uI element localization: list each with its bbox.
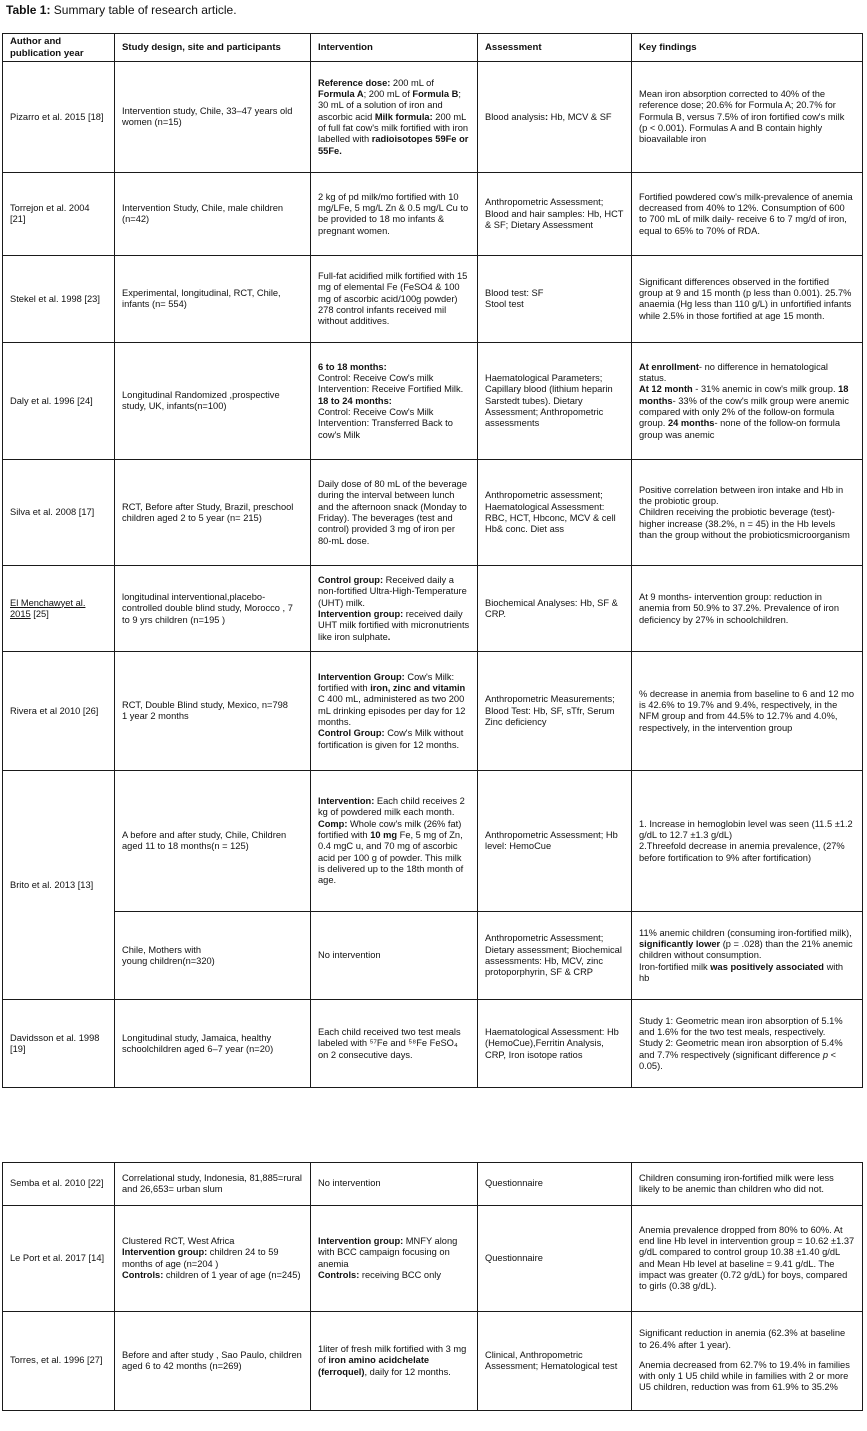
- table-row: [3, 173, 863, 256]
- cell-intervention: Daily dose of 80 mL of the beverage during the interval between lunch and the afternoon snack (Monday to Friday). The beverages (test and control) provided 3 mg of iron per 80-mL dose.: [311, 460, 478, 566]
- cell-intervention: Intervention: Each child receives 2 kg of powdered milk each month. Comp: Whole cow's milk (26% fat) fortified with 10 mg Fe, 5 mg of Zn, 0.4 mgC u, and 70 mg of ascorbic acid per 100 g of powder. This milk is delivered up to the 18th month of age.: [311, 771, 478, 912]
- table-row: [3, 1000, 863, 1088]
- cell-findings: Children consuming iron-fortified milk were less likely to be anemic than children who did not.: [632, 1163, 863, 1206]
- cell-findings: Significant differences observed in the fortified group at 9 and 15 month (p less than 0.001). 25.7% anaemia (Hg less than 110 g/L) in unfortified infants while 2.5% in those fortified at age 15 month.: [632, 256, 863, 343]
- cell-assessment: Questionnaire: [478, 1163, 632, 1206]
- cell-intervention: 6 to 18 months: Control: Receive Cow's milk Intervention: Receive Fortified Milk. 18 to 24 months: Control: Receive Cow's Milk Intervention: Transferred Back to cow's Milk: [311, 343, 478, 460]
- table-caption: [6, 3, 237, 17]
- cell-design: RCT, Double Blind study, Mexico, n=798 1 year 2 months: [115, 652, 311, 771]
- table-body-2: [3, 1163, 863, 1411]
- summary-table-part-1: [2, 33, 863, 1088]
- table-row: [3, 1163, 863, 1206]
- table-row: [3, 460, 863, 566]
- table-row: [3, 771, 863, 912]
- cell-intervention: 2 kg of pd milk/mo fortified with 10 mg/LFe, 5 mg/L Zn & 0.5 mg/L Cu to be provided to 18 mo infants & pregnant women.: [311, 173, 478, 256]
- cell-intervention: Full-fat acidified milk fortified with 15 mg of elemental Fe (FeSO4 & 100 mg of ascorbic acid/100g powder) 278 control infants received mil without additives.: [311, 256, 478, 343]
- cell-design: Experimental, longitudinal, RCT, Chile, infants (n= 554): [115, 256, 311, 343]
- cell-design: Clustered RCT, West Africa Intervention group: children 24 to 59 months of age (n=204 ) Controls: children of 1 year of age (n=245): [115, 1206, 311, 1312]
- cell-findings: Study 1: Geometric mean iron absorption of 5.1% and 1.6% for the two test meals, respectively. Study 2: Geometric mean iron absorption of 5.4% and 7.7% respectively (significant difference p < 0.05).: [632, 1000, 863, 1088]
- header-assessment: Assessment: [478, 34, 632, 62]
- cell-assessment: Anthropometric Assessment; Hb level: HemoCue: [478, 771, 632, 912]
- cell-assessment: Anthropometric assessment; Haematological Assessment: RBC, HCT, Hbconc, MCV & cell Hb& conc. Diet ass: [478, 460, 632, 566]
- cell-assessment: Blood analysis: Hb, MCV & SF: [478, 62, 632, 173]
- table-row: [3, 1312, 863, 1411]
- cell-intervention: Each child received two test meals labeled with ⁵⁷Fe and ⁵⁸Fe FeSO₄ on 2 consecutive days.: [311, 1000, 478, 1088]
- table-row: [3, 256, 863, 343]
- cell-design: Correlational study, Indonesia, 81,885=rural and 26,653= urban slum: [115, 1163, 311, 1206]
- cell-assessment: Questionnaire: [478, 1206, 632, 1312]
- cell-findings: % decrease in anemia from baseline to 6 and 12 mo is 42.6% to 19.7% and 9.4%, respectively, in the NFM group and from 44.5% to 12.7% and 4.0%, respectively, in the intervention group: [632, 652, 863, 771]
- cell-findings: Significant reduction in anemia (62.3% at baseline to 26.4% after 1 year). Anemia decreased from 62.7% to 19.4% in families with only 1 U5 child while in families with 2 or more U5 children, reduction was from 61.9% to 35.2%: [632, 1312, 863, 1411]
- cell-assessment: Blood test: SF Stool test: [478, 256, 632, 343]
- cell-assessment: Biochemical Analyses: Hb, SF & CRP.: [478, 566, 632, 652]
- header-findings: Key findings: [632, 34, 863, 62]
- cell-intervention: Intervention Group: Cow's Milk: fortified with iron, zinc and vitamin C 400 mL, administered as two 200 mL drinking episodes per day for 12 months. Control Group: Cow's Milk without fortification is given for 12 months.: [311, 652, 478, 771]
- cell-assessment: Anthropometric Measurements; Blood Test: Hb, SF, sTfr, Serum Zinc deficiency: [478, 652, 632, 771]
- cell-author: Brito et al. 2013 [13]: [3, 771, 115, 1000]
- table-row: [3, 343, 863, 460]
- cell-findings: Positive correlation between iron intake and Hb in the probiotic group. Children receiving the probiotic beverage (test)- higher increase (38.2%, n = 45) in the Hb levels than the group without the probioticsmicroorganism: [632, 460, 863, 566]
- cell-design: A before and after study, Chile, Children aged 11 to 18 months(n = 125): [115, 771, 311, 912]
- cell-intervention: Intervention group: MNFY along with BCC campaign focusing on anemia Controls: receiving BCC only: [311, 1206, 478, 1312]
- cell-assessment: Clinical, Anthropometric Assessment; Hematological test: [478, 1312, 632, 1411]
- header-author: Author and publication year: [3, 34, 115, 62]
- cell-design: Longitudinal Randomized ,prospective study, UK, infants(n=100): [115, 343, 311, 460]
- cell-intervention: Control group: Received daily a non-fortified Ultra-High-Temperature (UHT) milk. Intervention group: received daily UHT milk fortified with micronutrients like iron sulphate.: [311, 566, 478, 652]
- cell-intervention: No intervention: [311, 1163, 478, 1206]
- header-design: Study design, site and participants: [115, 34, 311, 62]
- cell-findings: Fortified powdered cow's milk-prevalence of anemia decreased from 40% to 12%. Consumption of 600 to 700 mL of milk daily- receive 6 to 7 mg/d of iron, equal to 65% to 70% of RDA.: [632, 173, 863, 256]
- cell-author: Davidsson et al. 1998 [19]: [3, 1000, 115, 1088]
- author-ref: [25]: [30, 608, 49, 619]
- cell-author: Le Port et al. 2017 [14]: [3, 1206, 115, 1312]
- caption-text: Summary table of research article.: [50, 3, 237, 17]
- cell-author: [3, 566, 115, 652]
- cell-findings: At 9 months- intervention group: reduction in anemia from 50.9% to 37.2%. Prevalence of iron deficiency by 27% in schoolchildren.: [632, 566, 863, 652]
- table-row: [3, 62, 863, 173]
- cell-findings: Anemia prevalence dropped from 80% to 60%. At end line Hb level in intervention group = 10.62 ±1.37 g/dL compared to control group 10.38 ±1.40 g/dL and Mean Hb level at baseline = 9.41 g/dL. The impact was greater (0.72 g/dL) for boys, compared to girls (0.38 g/dL).: [632, 1206, 863, 1312]
- table-row: [3, 1206, 863, 1312]
- cell-assessment: Haematological Parameters; Capillary blood (lithium heparin Sarstedt tubes). Dietary Assessment; Anthropometric assessments: [478, 343, 632, 460]
- cell-author: Stekel et al. 1998 [23]: [3, 256, 115, 343]
- cell-author: Silva et al. 2008 [17]: [3, 460, 115, 566]
- cell-design: Intervention study, Chile, 33–47 years old women (n=15): [115, 62, 311, 173]
- cell-author: Daly et al. 1996 [24]: [3, 343, 115, 460]
- cell-author: Torres, et al. 1996 [27]: [3, 1312, 115, 1411]
- cell-design: RCT, Before after Study, Brazil, preschool children aged 2 to 5 year (n= 215): [115, 460, 311, 566]
- cell-findings: 1. Increase in hemoglobin level was seen (11.5 ±1.2 g/dL to 12.7 ±1.3 g/dL) 2.Threefold decrease in anemia prevalence, (27% before fortification to 9% after fortification): [632, 771, 863, 912]
- cell-findings: 11% anemic children (consuming iron-fortified milk), significantly lower (p = .028) than the 21% anemic children without consumption. Iron-fortified milk was positively associated with hb: [632, 912, 863, 1000]
- cell-design: Before and after study , Sao Paulo, children aged 6 to 42 months (n=269): [115, 1312, 311, 1411]
- table-header-row: [3, 34, 863, 62]
- author-link[interactable]: El Menchawyet al. 2015: [10, 597, 86, 619]
- cell-design: longitudinal interventional,placebo-controlled double blind study, Morocco , 7 to 9 yrs children (n=195 ): [115, 566, 311, 652]
- cell-assessment: Anthropometric Assessment; Dietary assessment; Biochemical assessments: Hb, MCV, zinc protoporphyrin, SF & CRP: [478, 912, 632, 1000]
- cell-findings: Mean iron absorption corrected to 40% of the reference dose; 20.6% for Formula A; 20.7% for Formula B, versus 7.5% of iron fortified cow's milk (p < 0.001). Formulas A and B contain highly bioavailable iron: [632, 62, 863, 173]
- cell-design: Intervention Study, Chile, male children (n=42): [115, 173, 311, 256]
- cell-author: Semba et al. 2010 [22]: [3, 1163, 115, 1206]
- table-body-1: [3, 62, 863, 1088]
- cell-findings: At enrollment- no difference in hematological status. At 12 month - 31% anemic in cow's milk group. 18 months- 33% of the cow's milk group were anemic compared with only 2% of the follow-on formula group. 24 months- none of the follow-on formula group was anemic: [632, 343, 863, 460]
- cell-author: Rivera et al 2010 [26]: [3, 652, 115, 771]
- cell-design: Longitudinal study, Jamaica, healthy schoolchildren aged 6–7 year (n=20): [115, 1000, 311, 1088]
- header-intervention: Intervention: [311, 34, 478, 62]
- table-row: [3, 652, 863, 771]
- cell-assessment: Haematological Assessment: Hb (HemoCue),Ferritin Analysis, CRP, Iron isotope ratios: [478, 1000, 632, 1088]
- table-row: [3, 566, 863, 652]
- cell-assessment: Anthropometric Assessment; Blood and hair samples: Hb, HCT & SF; Dietary Assessment: [478, 173, 632, 256]
- cell-author: Pizarro et al. 2015 [18]: [3, 62, 115, 173]
- cell-author: Torrejon et al. 2004 [21]: [3, 173, 115, 256]
- cell-intervention: Reference dose: 200 mL of Formula A; 200 mL of Formula B; 30 mL of a solution of iron and ascorbic acid Milk formula: 200 mL of full fat cow's milk fortified with iron labelled with radioisotopes 59Fe or 55Fe.: [311, 62, 478, 173]
- cell-intervention: 1liter of fresh milk fortified with 3 mg of iron amino acidchelate (ferroquel), daily for 12 months.: [311, 1312, 478, 1411]
- summary-table-part-2: [2, 1162, 863, 1411]
- cell-intervention: No intervention: [311, 912, 478, 1000]
- caption-label: Table 1:: [6, 3, 51, 17]
- cell-design: Chile, Mothers with young children(n=320): [115, 912, 311, 1000]
- table-row: [3, 912, 863, 1000]
